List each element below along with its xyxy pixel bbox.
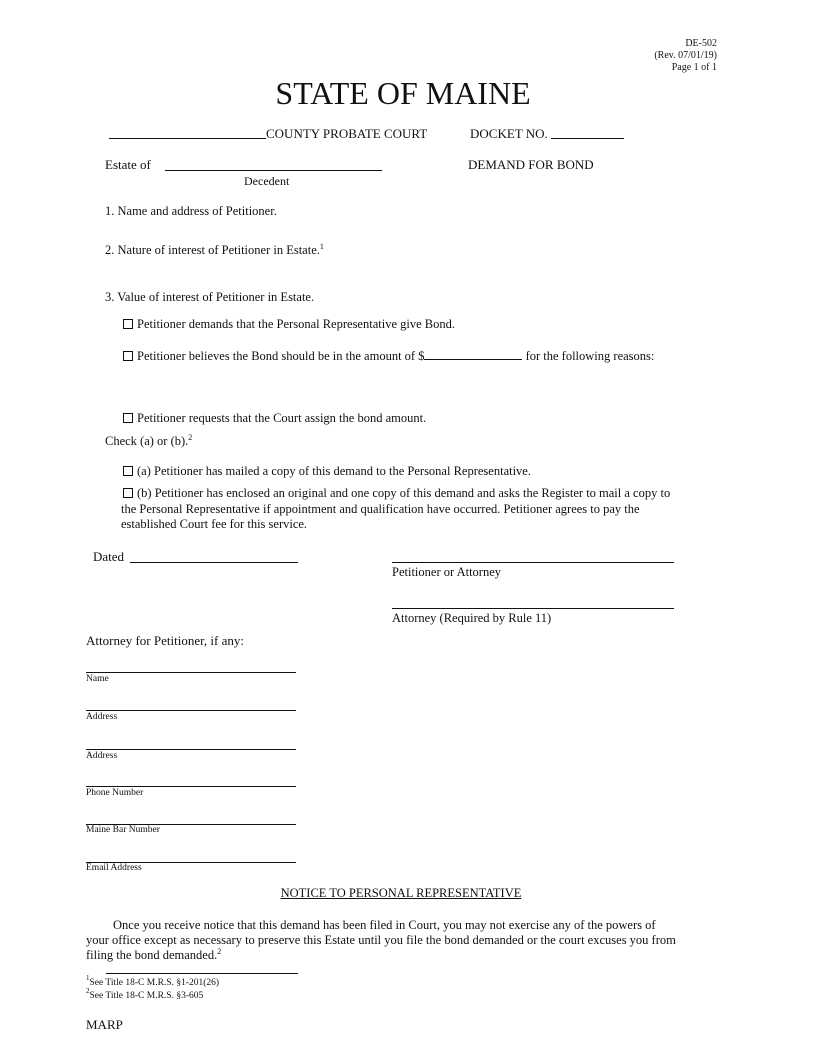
footnote-1-number: 1 xyxy=(86,974,90,982)
option-b-text: (b) Petitioner has enclosed an original and one copy of this demand and asks the Register to mail a copy to xyxy=(137,486,671,500)
notice-line2: your office except as necessary to preserve this Estate until you file the bond demanded or the court excuses you from xyxy=(86,933,676,947)
bond-amount-prefix: Petitioner believes the Bond should be in the amount of $ xyxy=(137,349,425,363)
date-input[interactable] xyxy=(130,562,298,563)
county-input[interactable] xyxy=(109,138,266,139)
decedent-label: Decedent xyxy=(244,174,290,188)
petitioner-signature-label: Petitioner or Attorney xyxy=(392,565,502,579)
footnote-ref: 1 xyxy=(319,242,324,251)
petitioner-signature-input[interactable] xyxy=(392,562,674,563)
attorney-address2-input[interactable] xyxy=(86,749,296,750)
option-bond-amount xyxy=(123,349,654,365)
check-instruction xyxy=(105,434,192,450)
check-instruction-text: Check (a) or (b). xyxy=(105,434,189,448)
option-a-text: (a) Petitioner has mailed a copy of this demand to the Personal Representative. xyxy=(137,464,531,478)
footnote-ref: 2 xyxy=(188,433,193,442)
footnote-1-text: See Title 18-C M.R.S. §1-201(26) xyxy=(89,978,220,988)
option-court-assign xyxy=(123,411,426,427)
notice-line3-text: filing the bond demanded. xyxy=(86,948,218,962)
document-title: DEMAND FOR BOND xyxy=(468,157,594,172)
footer-code: MARP xyxy=(86,1017,123,1032)
item-nature-text: 2. Nature of interest of Petitioner in Estate. xyxy=(105,243,320,257)
footnote-1 xyxy=(86,974,220,990)
option-b-line3: established Court fee for this service. xyxy=(121,517,308,531)
option-a xyxy=(123,464,531,480)
page-title: STATE OF MAINE xyxy=(275,75,531,111)
attorney-name-label: Name xyxy=(86,674,109,684)
estate-label: Estate of xyxy=(105,157,151,172)
bond-amount-checkbox[interactable] xyxy=(123,351,133,361)
footnote-divider xyxy=(106,973,298,974)
attorney-bar-number-label: Maine Bar Number xyxy=(86,825,160,835)
attorney-address-input[interactable] xyxy=(86,710,296,711)
notice-heading: NOTICE TO PERSONAL REPRESENTATIVE xyxy=(280,886,522,900)
attorney-name-input[interactable] xyxy=(86,672,296,673)
attorney-signature-label: Attorney (Required by Rule 11) xyxy=(392,611,552,625)
footnote-ref: 2 xyxy=(217,947,222,956)
demands-bond-text: Petitioner demands that the Personal Representative give Bond. xyxy=(137,317,455,331)
option-b-line2: the Personal Representative if appointment and qualification have occurred. Petitioner agrees to pay the xyxy=(121,502,640,516)
bond-amount-suffix: for the following reasons: xyxy=(525,349,655,363)
option-a-checkbox[interactable] xyxy=(123,466,133,476)
option-demands-bond xyxy=(123,317,455,333)
demands-bond-checkbox[interactable] xyxy=(123,319,133,329)
docket-number-input[interactable] xyxy=(551,138,624,139)
item-value-of-interest: 3. Value of interest of Petitioner in Estate. xyxy=(105,290,315,304)
footnote-2-text: See Title 18-C M.R.S. §3-605 xyxy=(89,991,204,1001)
option-b xyxy=(123,486,670,502)
notice-line1: Once you receive notice that this demand has been filed in Court, you may not exercise any of the powers of xyxy=(113,918,656,932)
court-assign-checkbox[interactable] xyxy=(123,413,133,423)
court-label: COUNTY PROBATE COURT xyxy=(266,126,428,141)
page-indicator: Page 1 of 1 xyxy=(671,62,717,73)
attorney-signature-input[interactable] xyxy=(392,608,674,609)
bond-amount-input[interactable] xyxy=(424,349,522,360)
item-petitioner-name: 1. Name and address of Petitioner. xyxy=(105,204,277,218)
attorney-address2-label: Address xyxy=(86,751,118,761)
attorney-heading: Attorney for Petitioner, if any: xyxy=(86,633,244,648)
attorney-phone-input[interactable] xyxy=(86,786,296,787)
form-revision: (Rev. 07/01/19) xyxy=(654,50,717,61)
docket-label: DOCKET NO. xyxy=(470,126,548,141)
option-b-checkbox[interactable] xyxy=(123,488,133,498)
decedent-name-input[interactable] xyxy=(165,170,382,171)
footnote-2 xyxy=(86,987,204,1003)
item-nature-of-interest xyxy=(105,243,324,259)
attorney-phone-label: Phone Number xyxy=(86,788,144,798)
court-assign-text: Petitioner requests that the Court assign the bond amount. xyxy=(137,411,427,425)
attorney-email-label: Email Address xyxy=(86,863,142,873)
dated-label: Dated xyxy=(93,549,125,564)
footnote-2-number: 2 xyxy=(86,987,90,995)
notice-line3 xyxy=(86,948,221,964)
attorney-address-label: Address xyxy=(86,712,118,722)
form-number: DE-502 xyxy=(685,38,717,49)
